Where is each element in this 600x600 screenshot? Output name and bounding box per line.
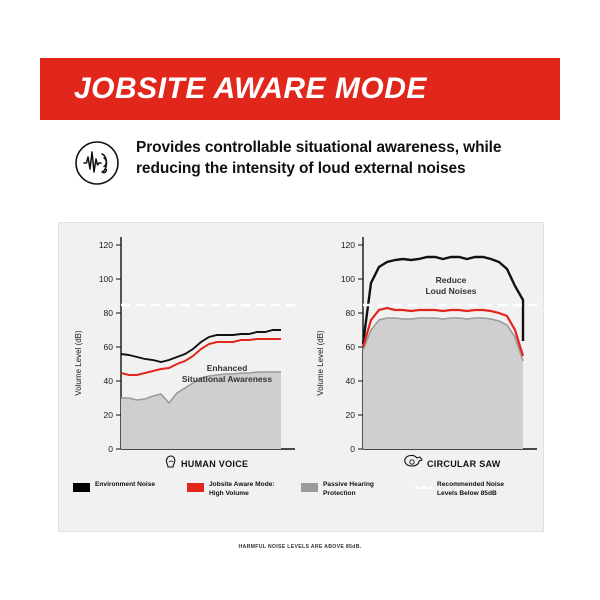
y-tick-0: 0 [108, 444, 113, 454]
y-tick-40: 40 [103, 376, 113, 386]
legend-swatch-black [73, 483, 90, 492]
subhead [74, 138, 544, 186]
y-tick-20: 20 [345, 410, 355, 420]
annotation-line-1: Reduce [435, 275, 467, 285]
chart-legend [59, 475, 543, 527]
legend-label [95, 481, 155, 490]
charts-row [59, 223, 543, 471]
y-axis-title: Volume Level (dB) [74, 330, 83, 396]
y-tick-60: 60 [103, 342, 113, 352]
y-tick-100: 100 [340, 274, 355, 284]
header-banner [40, 58, 560, 120]
annotation-line-2: Situational Awareness [181, 374, 273, 384]
chart-source-label: HUMAN VOICE [181, 459, 249, 469]
legend-label [437, 481, 504, 498]
y-tick-120: 120 [98, 240, 113, 250]
page-title: JOBSITE AWARE MODE [74, 72, 427, 105]
legend-item-recommended-noise-levels [415, 481, 529, 527]
y-axis-title: Volume Level (dB) [316, 330, 325, 396]
legend-label [323, 481, 374, 498]
y-tick-80: 80 [103, 308, 113, 318]
chart-human-voice [59, 223, 301, 471]
legend-label-line-1: Jobsite Aware Mode: [209, 481, 275, 488]
legend-item-environment-noise [73, 481, 187, 527]
legend-label [209, 481, 275, 498]
legend-swatch-dashed-white [415, 483, 432, 492]
annotation-line-2: Loud Noises [425, 286, 477, 296]
footnote: HARMFUL NOISE LEVELS ARE ABOVE 85dB. [238, 544, 362, 550]
legend-label-line-2: Protection [323, 489, 356, 497]
y-tick-80: 80 [345, 308, 355, 318]
y-tick-120: 120 [340, 240, 355, 250]
legend-label-line-1: Environment Noise [95, 481, 156, 488]
subhead-text [136, 138, 501, 180]
passive-protection-area [363, 318, 523, 449]
legend-label-line-1: Recommended Noise [437, 481, 505, 488]
chart-circular-saw [301, 223, 543, 471]
chart-source-label: CIRCULAR SAW [427, 459, 501, 469]
legend-label-line-2: High Volume [209, 489, 249, 497]
legend-item-jobsite-aware-mode [187, 481, 301, 527]
legend-swatch-gray [301, 483, 318, 492]
annotation-line-1: Enhanced [206, 363, 248, 373]
y-tick-0: 0 [350, 444, 355, 454]
y-tick-20: 20 [103, 410, 113, 420]
sound-wave-ear-icon [74, 140, 120, 186]
subhead-line-2: reducing the intensity of loud external noises [136, 159, 466, 177]
y-tick-40: 40 [345, 376, 355, 386]
legend-label-line-2: Levels Below 85dB [437, 489, 497, 497]
legend-label-line-1: Passive Hearing [323, 481, 374, 488]
subhead-line-1: Provides controllable situational awareness, while [136, 139, 502, 156]
legend-swatch-red [187, 483, 204, 492]
y-tick-100: 100 [98, 274, 113, 284]
y-tick-60: 60 [345, 342, 355, 352]
legend-item-passive-hearing-protection [301, 481, 415, 527]
charts-panel [58, 222, 544, 532]
